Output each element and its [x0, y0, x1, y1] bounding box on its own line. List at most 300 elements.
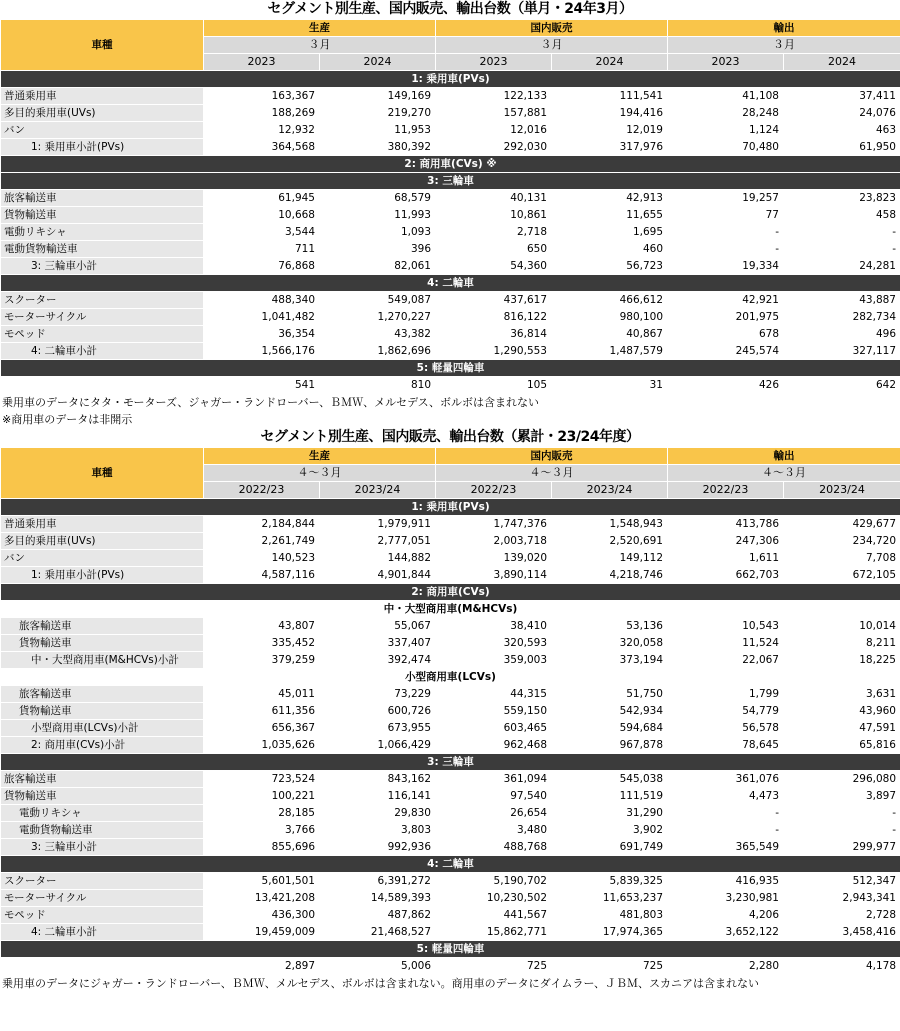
period-header: ３月 — [436, 37, 668, 54]
cell-value: 5,839,325 — [552, 873, 668, 890]
cell-value: - — [784, 805, 900, 822]
table1-title: セグメント別生産、国内販売、輸出台数（単月・24年3月） — [267, 1, 633, 17]
cell-value: 545,038 — [552, 771, 668, 788]
cell-value: 416,935 — [668, 873, 784, 890]
subtotal-row — [1, 139, 900, 156]
cell-value: 542,934 — [552, 703, 668, 720]
cell-value: 3,902 — [552, 822, 668, 839]
cell-value: 51,750 — [552, 686, 668, 703]
cell-value: 365,549 — [668, 839, 784, 856]
year-header: 2022/23 — [204, 482, 320, 499]
cell-value: 31 — [552, 377, 668, 394]
cell-value: 594,684 — [552, 720, 668, 737]
cell-value: 650 — [436, 241, 552, 258]
cell-value: 320,593 — [436, 635, 552, 652]
cell-value: 436,300 — [204, 907, 320, 924]
cell-value: 7,708 — [784, 550, 900, 567]
row-label: 普通乗用車 — [1, 516, 204, 533]
cell-value: 1,041,482 — [204, 309, 320, 326]
cell-value: 3,803 — [320, 822, 436, 839]
cell-value: - — [784, 822, 900, 839]
cell-value: 320,058 — [552, 635, 668, 652]
cell-value: 725 — [552, 958, 668, 975]
period-header: ４～３月 — [668, 465, 900, 482]
section-header-title: 2: 商用車(CVs) — [1, 584, 900, 601]
cell-value: 36,814 — [436, 326, 552, 343]
cell-value: 24,281 — [784, 258, 900, 275]
cell-value: 361,094 — [436, 771, 552, 788]
cell-value: 3,458,416 — [784, 924, 900, 941]
cell-value: 149,112 — [552, 550, 668, 567]
cell-value: 6,391,272 — [320, 873, 436, 890]
cell-value: 460 — [552, 241, 668, 258]
cell-value: 4,178 — [784, 958, 900, 975]
cell-value: 55,067 — [320, 618, 436, 635]
cell-value: 188,269 — [204, 105, 320, 122]
table2 — [0, 447, 900, 975]
table-row — [1, 822, 900, 839]
section-header — [1, 360, 900, 377]
cell-value: 3,897 — [784, 788, 900, 805]
row-label: 4: 二輪車小計 — [1, 924, 204, 941]
cell-value: 12,016 — [436, 122, 552, 139]
subtotal-row — [1, 737, 900, 754]
cell-value: 17,974,365 — [552, 924, 668, 941]
section-header — [1, 156, 900, 173]
cell-value: 2,777,051 — [320, 533, 436, 550]
group-header-exports: 輸出 — [668, 448, 900, 465]
section-header-title: 2: 商用車(CVs) ※ — [1, 156, 900, 173]
cell-value: 3,544 — [204, 224, 320, 241]
table1-body — [1, 71, 900, 394]
cell-value: 42,921 — [668, 292, 784, 309]
subsection-header — [1, 669, 900, 686]
cell-value: 24,076 — [784, 105, 900, 122]
cell-value: 2,520,691 — [552, 533, 668, 550]
cell-value: 980,100 — [552, 309, 668, 326]
cell-value: 2,280 — [668, 958, 784, 975]
cell-value: 2,728 — [784, 907, 900, 924]
group-header-production: 生産 — [204, 20, 436, 37]
cell-value: 111,541 — [552, 88, 668, 105]
vehicle-type-header: 車種 — [1, 448, 204, 499]
cell-value: 29,830 — [320, 805, 436, 822]
table-row — [1, 550, 900, 567]
cell-value: 4,901,844 — [320, 567, 436, 584]
row-label: 電動リキシャ — [1, 224, 204, 241]
cell-value: 19,334 — [668, 258, 784, 275]
cell-value: 364,568 — [204, 139, 320, 156]
section-header — [1, 941, 900, 958]
cell-value: 234,720 — [784, 533, 900, 550]
row-label: 旅客輸送車 — [1, 686, 204, 703]
cell-value: 11,655 — [552, 207, 668, 224]
cell-value: 11,953 — [320, 122, 436, 139]
cell-value: 40,131 — [436, 190, 552, 207]
year-header: 2023 — [204, 54, 320, 71]
cell-value: 10,543 — [668, 618, 784, 635]
table1-block — [0, 0, 900, 428]
row-label — [1, 377, 204, 394]
table-row — [1, 771, 900, 788]
cell-value: 487,862 — [320, 907, 436, 924]
cell-value: 54,779 — [668, 703, 784, 720]
table-row — [1, 190, 900, 207]
cell-value: 458 — [784, 207, 900, 224]
cell-value: 56,578 — [668, 720, 784, 737]
table-row — [1, 958, 900, 975]
cell-value: 488,768 — [436, 839, 552, 856]
cell-value: 5,601,501 — [204, 873, 320, 890]
cell-value: 673,955 — [320, 720, 436, 737]
cell-value: 21,468,527 — [320, 924, 436, 941]
cell-value: 992,936 — [320, 839, 436, 856]
cell-value: 359,003 — [436, 652, 552, 669]
subtotal-row — [1, 924, 900, 941]
cell-value: 22,067 — [668, 652, 784, 669]
cell-value: 282,734 — [784, 309, 900, 326]
section-header-title: 5: 軽量四輪車 — [1, 360, 900, 377]
cell-value: 3,480 — [436, 822, 552, 839]
cell-value: 245,574 — [668, 343, 784, 360]
cell-value: 711 — [204, 241, 320, 258]
cell-value: 1,093 — [320, 224, 436, 241]
cell-value: 373,194 — [552, 652, 668, 669]
table-row — [1, 890, 900, 907]
cell-value: 11,653,237 — [552, 890, 668, 907]
cell-value: 40,867 — [552, 326, 668, 343]
cell-value: 481,803 — [552, 907, 668, 924]
section-header-title: 3: 三輪車 — [1, 173, 900, 190]
table-row — [1, 907, 900, 924]
table1 — [0, 19, 900, 394]
row-label: 電動貨物輸送車 — [1, 822, 204, 839]
table-row — [1, 224, 900, 241]
section-header — [1, 754, 900, 771]
vehicle-type-header: 車種 — [1, 20, 204, 71]
cell-value: 38,410 — [436, 618, 552, 635]
row-label: 4: 二輪車小計 — [1, 343, 204, 360]
cell-value: 65,816 — [784, 737, 900, 754]
cell-value: 10,861 — [436, 207, 552, 224]
year-header: 2023/24 — [320, 482, 436, 499]
cell-value: 441,567 — [436, 907, 552, 924]
table-row — [1, 241, 900, 258]
cell-value: 111,519 — [552, 788, 668, 805]
row-label: 1: 乗用車小計(PVs) — [1, 567, 204, 584]
subsection-header-title: 中・大型商用車(M&HCVs) — [1, 601, 900, 618]
table2-body — [1, 499, 900, 975]
period-header: ４～３月 — [436, 465, 668, 482]
period-header: ３月 — [204, 37, 436, 54]
table-row — [1, 873, 900, 890]
cell-value: 4,206 — [668, 907, 784, 924]
section-header-title: 4: 二輪車 — [1, 856, 900, 873]
section-header-title: 1: 乗用車(PVs) — [1, 71, 900, 88]
cell-value: 466,612 — [552, 292, 668, 309]
table2-title: セグメント別生産、国内販売、輸出台数（累計・23/24年度） — [260, 429, 640, 445]
subtotal-row — [1, 567, 900, 584]
cell-value: 23,823 — [784, 190, 900, 207]
cell-value: 361,076 — [668, 771, 784, 788]
table-row — [1, 516, 900, 533]
row-label: 貨物輸送車 — [1, 703, 204, 720]
cell-value: 1,695 — [552, 224, 668, 241]
year-header: 2022/23 — [668, 482, 784, 499]
table-row — [1, 788, 900, 805]
table-row — [1, 88, 900, 105]
cell-value: 140,523 — [204, 550, 320, 567]
cell-value: 1,747,376 — [436, 516, 552, 533]
row-label: 1: 乗用車小計(PVs) — [1, 139, 204, 156]
row-label: 貨物輸送車 — [1, 788, 204, 805]
table-row — [1, 326, 900, 343]
cell-value: 5,006 — [320, 958, 436, 975]
cell-value: 139,020 — [436, 550, 552, 567]
cell-value: 437,617 — [436, 292, 552, 309]
row-label: 旅客輸送車 — [1, 771, 204, 788]
cell-value: 5,190,702 — [436, 873, 552, 890]
cell-value: 1,566,176 — [204, 343, 320, 360]
cell-value: 488,340 — [204, 292, 320, 309]
cell-value: 19,459,009 — [204, 924, 320, 941]
subsection-header-title: 小型商用車(LCVs) — [1, 669, 900, 686]
cell-value: 10,014 — [784, 618, 900, 635]
table-row — [1, 377, 900, 394]
cell-value: 247,306 — [668, 533, 784, 550]
cell-value: 611,356 — [204, 703, 320, 720]
row-label: モーターサイクル — [1, 890, 204, 907]
row-label: スクーター — [1, 873, 204, 890]
cell-value: 157,881 — [436, 105, 552, 122]
cell-value: 337,407 — [320, 635, 436, 652]
cell-value: 296,080 — [784, 771, 900, 788]
table1-note: 乗用車のデータにタタ・モーターズ、ジャガー・ランドローバー、ＢＭＷ、メルセデス、ボルボは含まれない — [2, 396, 540, 409]
cell-value: 335,452 — [204, 635, 320, 652]
year-header: 2024 — [784, 54, 900, 71]
cell-value: 672,105 — [784, 567, 900, 584]
cell-value: 549,087 — [320, 292, 436, 309]
cell-value: 380,392 — [320, 139, 436, 156]
year-header: 2024 — [320, 54, 436, 71]
cell-value: 36,354 — [204, 326, 320, 343]
cell-value: 379,259 — [204, 652, 320, 669]
row-label: 小型商用車(LCVs)小計 — [1, 720, 204, 737]
cell-value: 962,468 — [436, 737, 552, 754]
table-row — [1, 686, 900, 703]
cell-value: 42,913 — [552, 190, 668, 207]
cell-value: 70,480 — [668, 139, 784, 156]
year-header: 2023/24 — [552, 482, 668, 499]
cell-value: 691,749 — [552, 839, 668, 856]
row-label: 電動貨物輸送車 — [1, 241, 204, 258]
cell-value: 810 — [320, 377, 436, 394]
cell-value: 41,108 — [668, 88, 784, 105]
subtotal-row — [1, 720, 900, 737]
section-header — [1, 173, 900, 190]
cell-value: 4,473 — [668, 788, 784, 805]
cell-value: 1,548,943 — [552, 516, 668, 533]
cell-value: 1,290,553 — [436, 343, 552, 360]
cell-value: 12,932 — [204, 122, 320, 139]
cell-value: 1,611 — [668, 550, 784, 567]
cell-value: 4,218,746 — [552, 567, 668, 584]
cell-value: 317,976 — [552, 139, 668, 156]
cell-value: 496 — [784, 326, 900, 343]
cell-value: 219,270 — [320, 105, 436, 122]
cell-value: 61,945 — [204, 190, 320, 207]
row-label: 3: 三輪車小計 — [1, 839, 204, 856]
cell-value: 144,882 — [320, 550, 436, 567]
period-header: ４～３月 — [204, 465, 436, 482]
row-label: モペッド — [1, 907, 204, 924]
table-row — [1, 122, 900, 139]
table-row — [1, 618, 900, 635]
subtotal-row — [1, 839, 900, 856]
cell-value: 855,696 — [204, 839, 320, 856]
cell-value: 3,890,114 — [436, 567, 552, 584]
cell-value: 28,185 — [204, 805, 320, 822]
section-header — [1, 71, 900, 88]
cell-value: 299,977 — [784, 839, 900, 856]
cell-value: - — [784, 241, 900, 258]
cell-value: 82,061 — [320, 258, 436, 275]
cell-value: 723,524 — [204, 771, 320, 788]
cell-value: 2,003,718 — [436, 533, 552, 550]
cell-value: 14,589,393 — [320, 890, 436, 907]
cell-value: 429,677 — [784, 516, 900, 533]
cell-value: 327,117 — [784, 343, 900, 360]
cell-value: - — [668, 822, 784, 839]
period-header: ３月 — [668, 37, 900, 54]
cell-value: 43,960 — [784, 703, 900, 720]
cell-value: 3,230,981 — [668, 890, 784, 907]
cell-value: 4,587,116 — [204, 567, 320, 584]
group-header-production: 生産 — [204, 448, 436, 465]
cell-value: 97,540 — [436, 788, 552, 805]
row-label: 貨物輸送車 — [1, 207, 204, 224]
cell-value: 678 — [668, 326, 784, 343]
cell-value: 53,136 — [552, 618, 668, 635]
cell-value: 15,862,771 — [436, 924, 552, 941]
cell-value: 54,360 — [436, 258, 552, 275]
row-label: 電動リキシャ — [1, 805, 204, 822]
row-label: モペッド — [1, 326, 204, 343]
year-header: 2023/24 — [784, 482, 900, 499]
cell-value: 43,807 — [204, 618, 320, 635]
cell-value: 8,211 — [784, 635, 900, 652]
year-header: 2022/23 — [436, 482, 552, 499]
cell-value: 559,150 — [436, 703, 552, 720]
row-label: 2: 商用車(CVs)小計 — [1, 737, 204, 754]
cell-value: 2,184,844 — [204, 516, 320, 533]
cell-value: 61,950 — [784, 139, 900, 156]
cell-value: 43,382 — [320, 326, 436, 343]
group-header-domestic-sales: 国内販売 — [436, 20, 668, 37]
table1-note: ※商用車のデータは非開示 — [2, 413, 133, 426]
cell-value: 413,786 — [668, 516, 784, 533]
cell-value: 512,347 — [784, 873, 900, 890]
table-row — [1, 105, 900, 122]
cell-value: 44,315 — [436, 686, 552, 703]
table-row — [1, 805, 900, 822]
cell-value: 13,421,208 — [204, 890, 320, 907]
row-label — [1, 958, 204, 975]
cell-value: 78,645 — [668, 737, 784, 754]
cell-value: 1,862,696 — [320, 343, 436, 360]
row-label: 旅客輸送車 — [1, 190, 204, 207]
cell-value: 31,290 — [552, 805, 668, 822]
section-header-title: 4: 二輪車 — [1, 275, 900, 292]
table1-header-groups — [1, 20, 900, 37]
cell-value: 10,230,502 — [436, 890, 552, 907]
section-header-title: 5: 軽量四輪車 — [1, 941, 900, 958]
section-header-title: 1: 乗用車(PVs) — [1, 499, 900, 516]
table-row — [1, 309, 900, 326]
group-header-domestic-sales: 国内販売 — [436, 448, 668, 465]
cell-value: 392,474 — [320, 652, 436, 669]
cell-value: 43,887 — [784, 292, 900, 309]
cell-value: 1,066,429 — [320, 737, 436, 754]
cell-value: - — [784, 224, 900, 241]
cell-value: 426 — [668, 377, 784, 394]
cell-value: 1,979,911 — [320, 516, 436, 533]
cell-value: 68,579 — [320, 190, 436, 207]
subtotal-row — [1, 258, 900, 275]
cell-value: 2,897 — [204, 958, 320, 975]
cell-value: 1,035,626 — [204, 737, 320, 754]
cell-value: 1,487,579 — [552, 343, 668, 360]
table-row — [1, 207, 900, 224]
table-row — [1, 533, 900, 550]
row-label: 旅客輸送車 — [1, 618, 204, 635]
table-row — [1, 703, 900, 720]
cell-value: 642 — [784, 377, 900, 394]
section-header — [1, 584, 900, 601]
cell-value: 967,878 — [552, 737, 668, 754]
table2-header-groups — [1, 448, 900, 465]
section-header — [1, 856, 900, 873]
cell-value: - — [668, 224, 784, 241]
row-label: モーターサイクル — [1, 309, 204, 326]
table-row — [1, 635, 900, 652]
row-label: 3: 三輪車小計 — [1, 258, 204, 275]
cell-value: 76,868 — [204, 258, 320, 275]
cell-value: 201,975 — [668, 309, 784, 326]
cell-value: 37,411 — [784, 88, 900, 105]
cell-value: 77 — [668, 207, 784, 224]
cell-value: 1,799 — [668, 686, 784, 703]
cell-value: 26,654 — [436, 805, 552, 822]
cell-value: 11,524 — [668, 635, 784, 652]
cell-value: 3,652,122 — [668, 924, 784, 941]
cell-value: - — [668, 241, 784, 258]
cell-value: 105 — [436, 377, 552, 394]
cell-value: 541 — [204, 377, 320, 394]
table-row — [1, 292, 900, 309]
cell-value: 656,367 — [204, 720, 320, 737]
subtotal-row — [1, 343, 900, 360]
cell-value: 45,011 — [204, 686, 320, 703]
cell-value: 28,248 — [668, 105, 784, 122]
year-header: 2023 — [436, 54, 552, 71]
section-header-title: 3: 三輪車 — [1, 754, 900, 771]
row-label: スクーター — [1, 292, 204, 309]
cell-value: 843,162 — [320, 771, 436, 788]
cell-value: 3,766 — [204, 822, 320, 839]
cell-value: 163,367 — [204, 88, 320, 105]
cell-value: 662,703 — [668, 567, 784, 584]
